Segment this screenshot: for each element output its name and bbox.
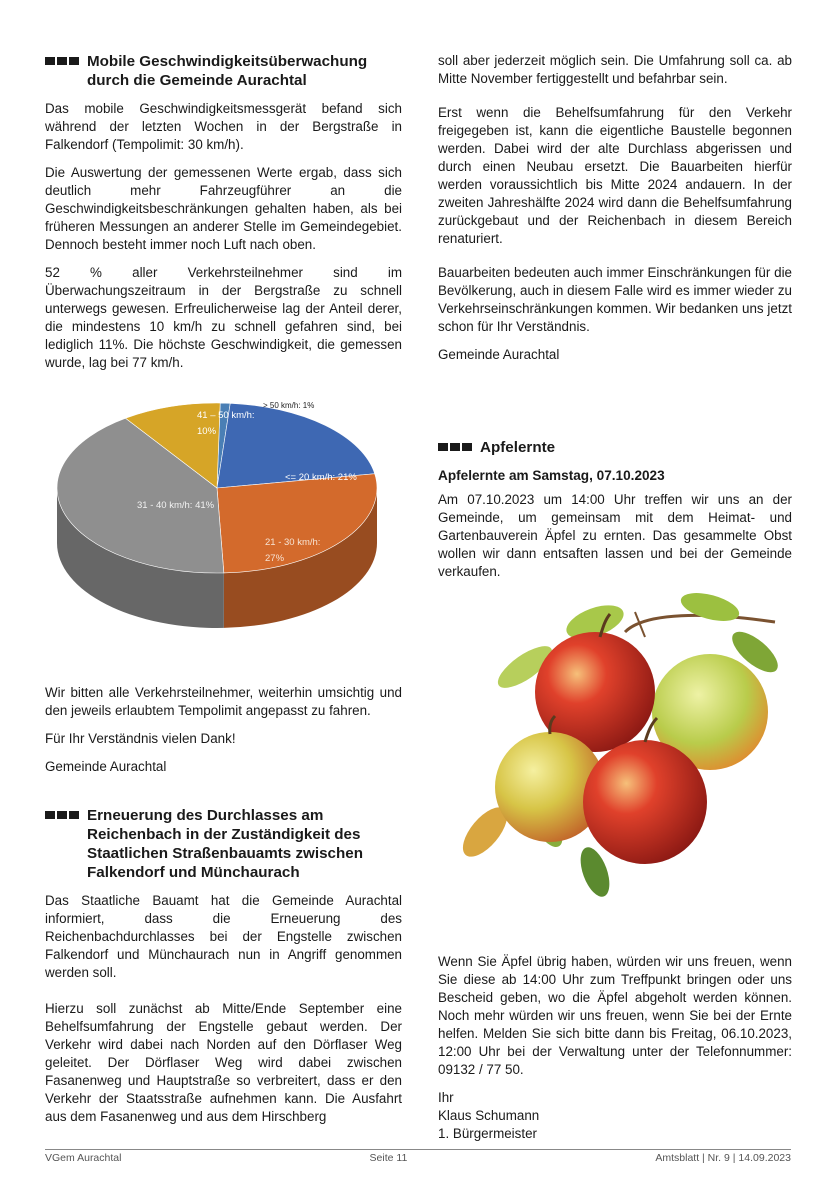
signature-name: Klaus Schumann — [438, 1108, 540, 1123]
pie-label-2: 27% — [265, 553, 285, 564]
apple-paragraph-1: Am 07.10.2023 um 14:00 Uhr treffen wir uns an der Gemeinde, um gemeinsam mit dem Heimat- und Gartenbauverein Äpfel zu ernten. Das gesammelte Obst wollen wir dann entsaften lassen und bei der Gemeinde verkaufen. — [438, 492, 792, 579]
pie-label-4: 41 – 50 km/h: — [197, 410, 255, 421]
culvert-paragraph-4: Erst wenn die Behelfsumfahrung für den Verkehr freigegeben ist, kann die eigentliche Baustelle begonnen werden. Dabei wird der alte Durchlass abgerissen und durch einen Neubau ersetzt. Die Bauarbeiten hierfür werden voraussichtlich bis Mitte 2024 andauern. In der zweiten Jahreshälfte 2024 wird dann die Behelfsumfahrung zurückgebaut und der Reichenbach in diesem Bereich renaturiert. — [438, 105, 792, 246]
apples-image — [445, 592, 790, 897]
culvert-section-heading — [45, 806, 402, 882]
footer-right: Amtsblatt | Nr. 9 | 14.09.2023 — [655, 1152, 791, 1164]
culvert-paragraph-2: Hierzu soll zunächst ab Mitte/Ende September eine Behelfsumfahrung der Engstelle gebaut werden. Der Verkehr wird dabei nach Norden auf den Dörflaser Weg geleitet. Der Dörflaser Weg wird dabei zwischen Fasanenweg und Hauptstraße so verbreitert, dass er den Verkehr der Staatsstraße aufnehmen kann. Die Ausfahrt aus dem Fasanenweg und aus dem Hirschberg — [45, 1001, 402, 1124]
speed-section-title: Mobile Geschwindigkeitsüberwachung durch die Gemeinde Aurachtal — [87, 53, 368, 89]
pie-chart-svg — [55, 393, 395, 638]
pie-label-3: 31 - 40 km/h: 41% — [137, 500, 215, 511]
culvert-section-title: Erneuerung des Durchlasses am Reichenbach in der Zuständigkeit des Staatlichen Straßenbauamts zwischen Falkendorf und Münchaurach — [87, 807, 363, 881]
page-footer — [45, 1149, 791, 1164]
pie-label-2: 21 - 30 km/h: — [265, 537, 321, 548]
speed-paragraph-3: 52 % aller Verkehrsteilnehmer sind im Überwachungszeitraum in der Bergstraße zu schnell unterwegs gewesen. Erfreulicherweise lag der Anteil derer, die mindestens 10 km/h zu schnell gefahren sind, bei lediglich 11%. Die höchste Geschwindigkeit, die gemessen wurde, lag bei 77 km/h. — [45, 265, 402, 370]
pie-label-0: > 50 km/h: 1% — [263, 401, 315, 410]
speed-pie-chart — [55, 393, 395, 638]
pie-label-1: <= 20 km/h: 21% — [285, 472, 357, 483]
apples-illustration — [445, 592, 790, 897]
speed-paragraph-4: Wir bitten alle Verkehrsteilnehmer, weiterhin umsichtig und den jeweils erlaubtem Tempolimit angepasst zu fahren. — [45, 685, 402, 718]
culvert-signature: Gemeinde Aurachtal — [438, 347, 560, 362]
apple-subtitle: Apfelernte am Samstag, 07.10.2023 — [438, 468, 665, 483]
speed-signature: Gemeinde Aurachtal — [45, 759, 167, 774]
signature-ihr: Ihr — [438, 1090, 454, 1105]
culvert-paragraph-3: soll aber jederzeit möglich sein. Die Umfahrung soll ca. ab Mitte November fertiggestellt und befahrbar sein. — [438, 53, 792, 86]
footer-left: VGem Aurachtal — [45, 1152, 122, 1164]
speed-section-heading — [45, 52, 402, 90]
apple-section-title: Apfelernte — [480, 439, 556, 456]
apple-paragraph-2: Wenn Sie Äpfel übrig haben, würden wir uns freuen, wenn Sie diese ab 14:00 Uhr zum Treffpunkt bringen oder uns Bescheid geben, wo die Äpfel abgeholt werden können. Noch mehr würden wir uns freuen, wenn Sie bei der Ernte helfen. Melden Sie sich bitte dann bis Freitag, 06.10.2023, 12:00 Uhr bei der Verwaltung unter der Telefonnummer: 09132 / 77 50. — [438, 954, 792, 1077]
speed-paragraph-2: Die Auswertung der gemessenen Werte ergab, dass sich deutlich mehr Fahrzeugführer an die Geschwindigkeitsbeschränkungen gehalten haben, als bei früheren Messungen an anderer Stelle im Gemeindegebiet. Dennoch besteht immer noch Luft nach oben. — [45, 165, 402, 252]
speed-paragraph-1: Das mobile Geschwindigkeitsmessgerät befand sich während der letzten Wochen in der Bergstraße in Falkendorf (Tempolimit: 30 km/h). — [45, 101, 402, 152]
heading-bullets-icon — [45, 806, 87, 882]
culvert-paragraph-5: Bauarbeiten bedeuten auch immer Einschränkungen für die Bevölkerung, auch in diesem Falle wird es immer wieder zu Verkehrseinschränkungen kommen. Wir bedanken uns jetzt schon für Ihr Verständnis. — [438, 265, 792, 334]
pie-label-4: 10% — [197, 426, 217, 437]
footer-page-number: Seite 11 — [369, 1152, 408, 1164]
signature-role: 1. Bürgermeister — [438, 1126, 537, 1141]
apple-section-heading — [438, 438, 792, 457]
culvert-paragraph-1: Das Staatliche Bauamt hat die Gemeinde Aurachtal informiert, dass die Erneuerung des Reichenbachdurchlasses bei der Engstelle zwischen Falkendorf und Münchaurach nun in Angriff genommen werden soll. — [45, 893, 402, 980]
speed-thanks: Für Ihr Verständnis vielen Dank! — [45, 731, 236, 746]
heading-bullets-icon — [45, 52, 87, 90]
heading-bullets-icon — [438, 438, 480, 457]
